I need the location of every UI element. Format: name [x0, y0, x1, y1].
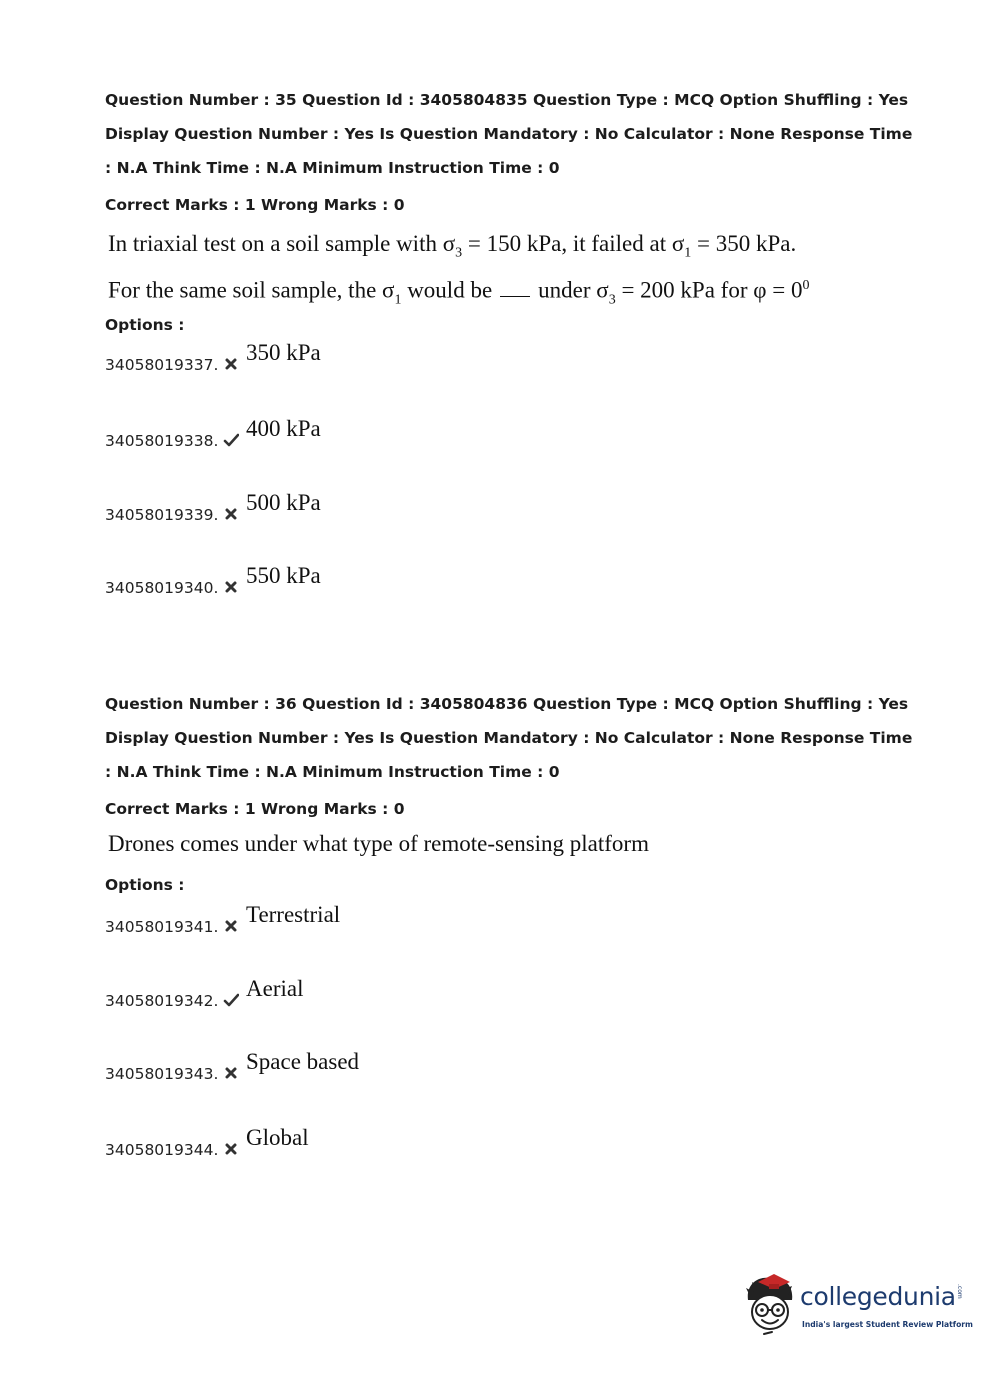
option-id: 34058019344. [105, 1141, 219, 1159]
check-icon [223, 432, 239, 448]
option-id: 34058019338. [105, 432, 219, 450]
subscript: 3 [455, 245, 463, 261]
options-label: Options : [105, 876, 185, 894]
meta-line: Question Number : 35 Question Id : 3405804835 Question Type : MCQ Option Shuffling : Yes [105, 91, 909, 109]
text-run: For the same soil sample, the σ [108, 277, 395, 303]
meta-line: : N.A Think Time : N.A Minimum Instruction Time : 0 [105, 763, 560, 781]
collegedunia-logo [742, 1272, 972, 1340]
answer-blank [500, 278, 530, 297]
cross-icon [223, 579, 239, 595]
subscript: 1 [684, 245, 692, 261]
text-run: would be [401, 277, 493, 303]
option-id: 34058019342. [105, 992, 219, 1010]
option-text: Aerial [246, 976, 304, 1001]
option-text: 500 kPa [246, 490, 321, 515]
text-run: In triaxial test on a soil sample with σ [108, 231, 456, 256]
logo-suffix: .com [956, 1284, 963, 1299]
option-text: Global [246, 1125, 309, 1150]
text-run: = 200 kPa for φ = 0 [615, 277, 803, 303]
text-run: = 350 kPa. [691, 231, 797, 256]
meta-line: Question Number : 36 Question Id : 3405804836 Question Type : MCQ Option Shuffling : Yes [105, 695, 909, 713]
question-text-line [108, 228, 809, 270]
question-text: Drones comes under what type of remote-sensing platform [108, 831, 649, 856]
question-text-line [108, 270, 809, 316]
cross-icon [223, 506, 239, 522]
option-id: 34058019341. [105, 918, 219, 936]
subscript: 3 [608, 291, 616, 307]
question-marks: Correct Marks : 1 Wrong Marks : 0 [105, 800, 405, 818]
option-id: 34058019343. [105, 1065, 219, 1083]
check-icon [223, 992, 239, 1008]
question-marks: Correct Marks : 1 Wrong Marks : 0 [105, 196, 405, 214]
cross-icon [223, 1141, 239, 1157]
options-label: Options : [105, 316, 185, 334]
option-text: 550 kPa [246, 563, 321, 588]
cross-icon [223, 356, 239, 372]
option-id: 34058019340. [105, 579, 219, 597]
option-id: 34058019339. [105, 506, 219, 524]
option-text: Space based [246, 1049, 360, 1074]
question-text [108, 228, 809, 316]
subscript: 1 [394, 291, 402, 307]
logo-tagline: India's largest Student Review Platform [802, 1320, 973, 1329]
text-run: = 150 kPa, it failed at σ [462, 231, 685, 256]
text-run: under σ [538, 277, 609, 303]
cross-icon [223, 1065, 239, 1081]
meta-line: Display Question Number : Yes Is Question Mandatory : No Calculator : None Response Time [105, 125, 913, 143]
option-text: 350 kPa [246, 340, 321, 365]
question-meta [105, 83, 925, 185]
option-text: 400 kPa [246, 416, 321, 441]
meta-line: Display Question Number : Yes Is Question Mandatory : No Calculator : None Response Time [105, 729, 913, 747]
superscript: 0 [802, 277, 810, 293]
logo-wordmark: collegedunia [800, 1282, 956, 1311]
option-id: 34058019337. [105, 356, 219, 374]
meta-line: : N.A Think Time : N.A Minimum Instruction Time : 0 [105, 159, 560, 177]
cross-icon [223, 918, 239, 934]
option-text: Terrestrial [246, 902, 341, 927]
question-meta [105, 687, 925, 789]
mascot-icon [742, 1272, 800, 1340]
